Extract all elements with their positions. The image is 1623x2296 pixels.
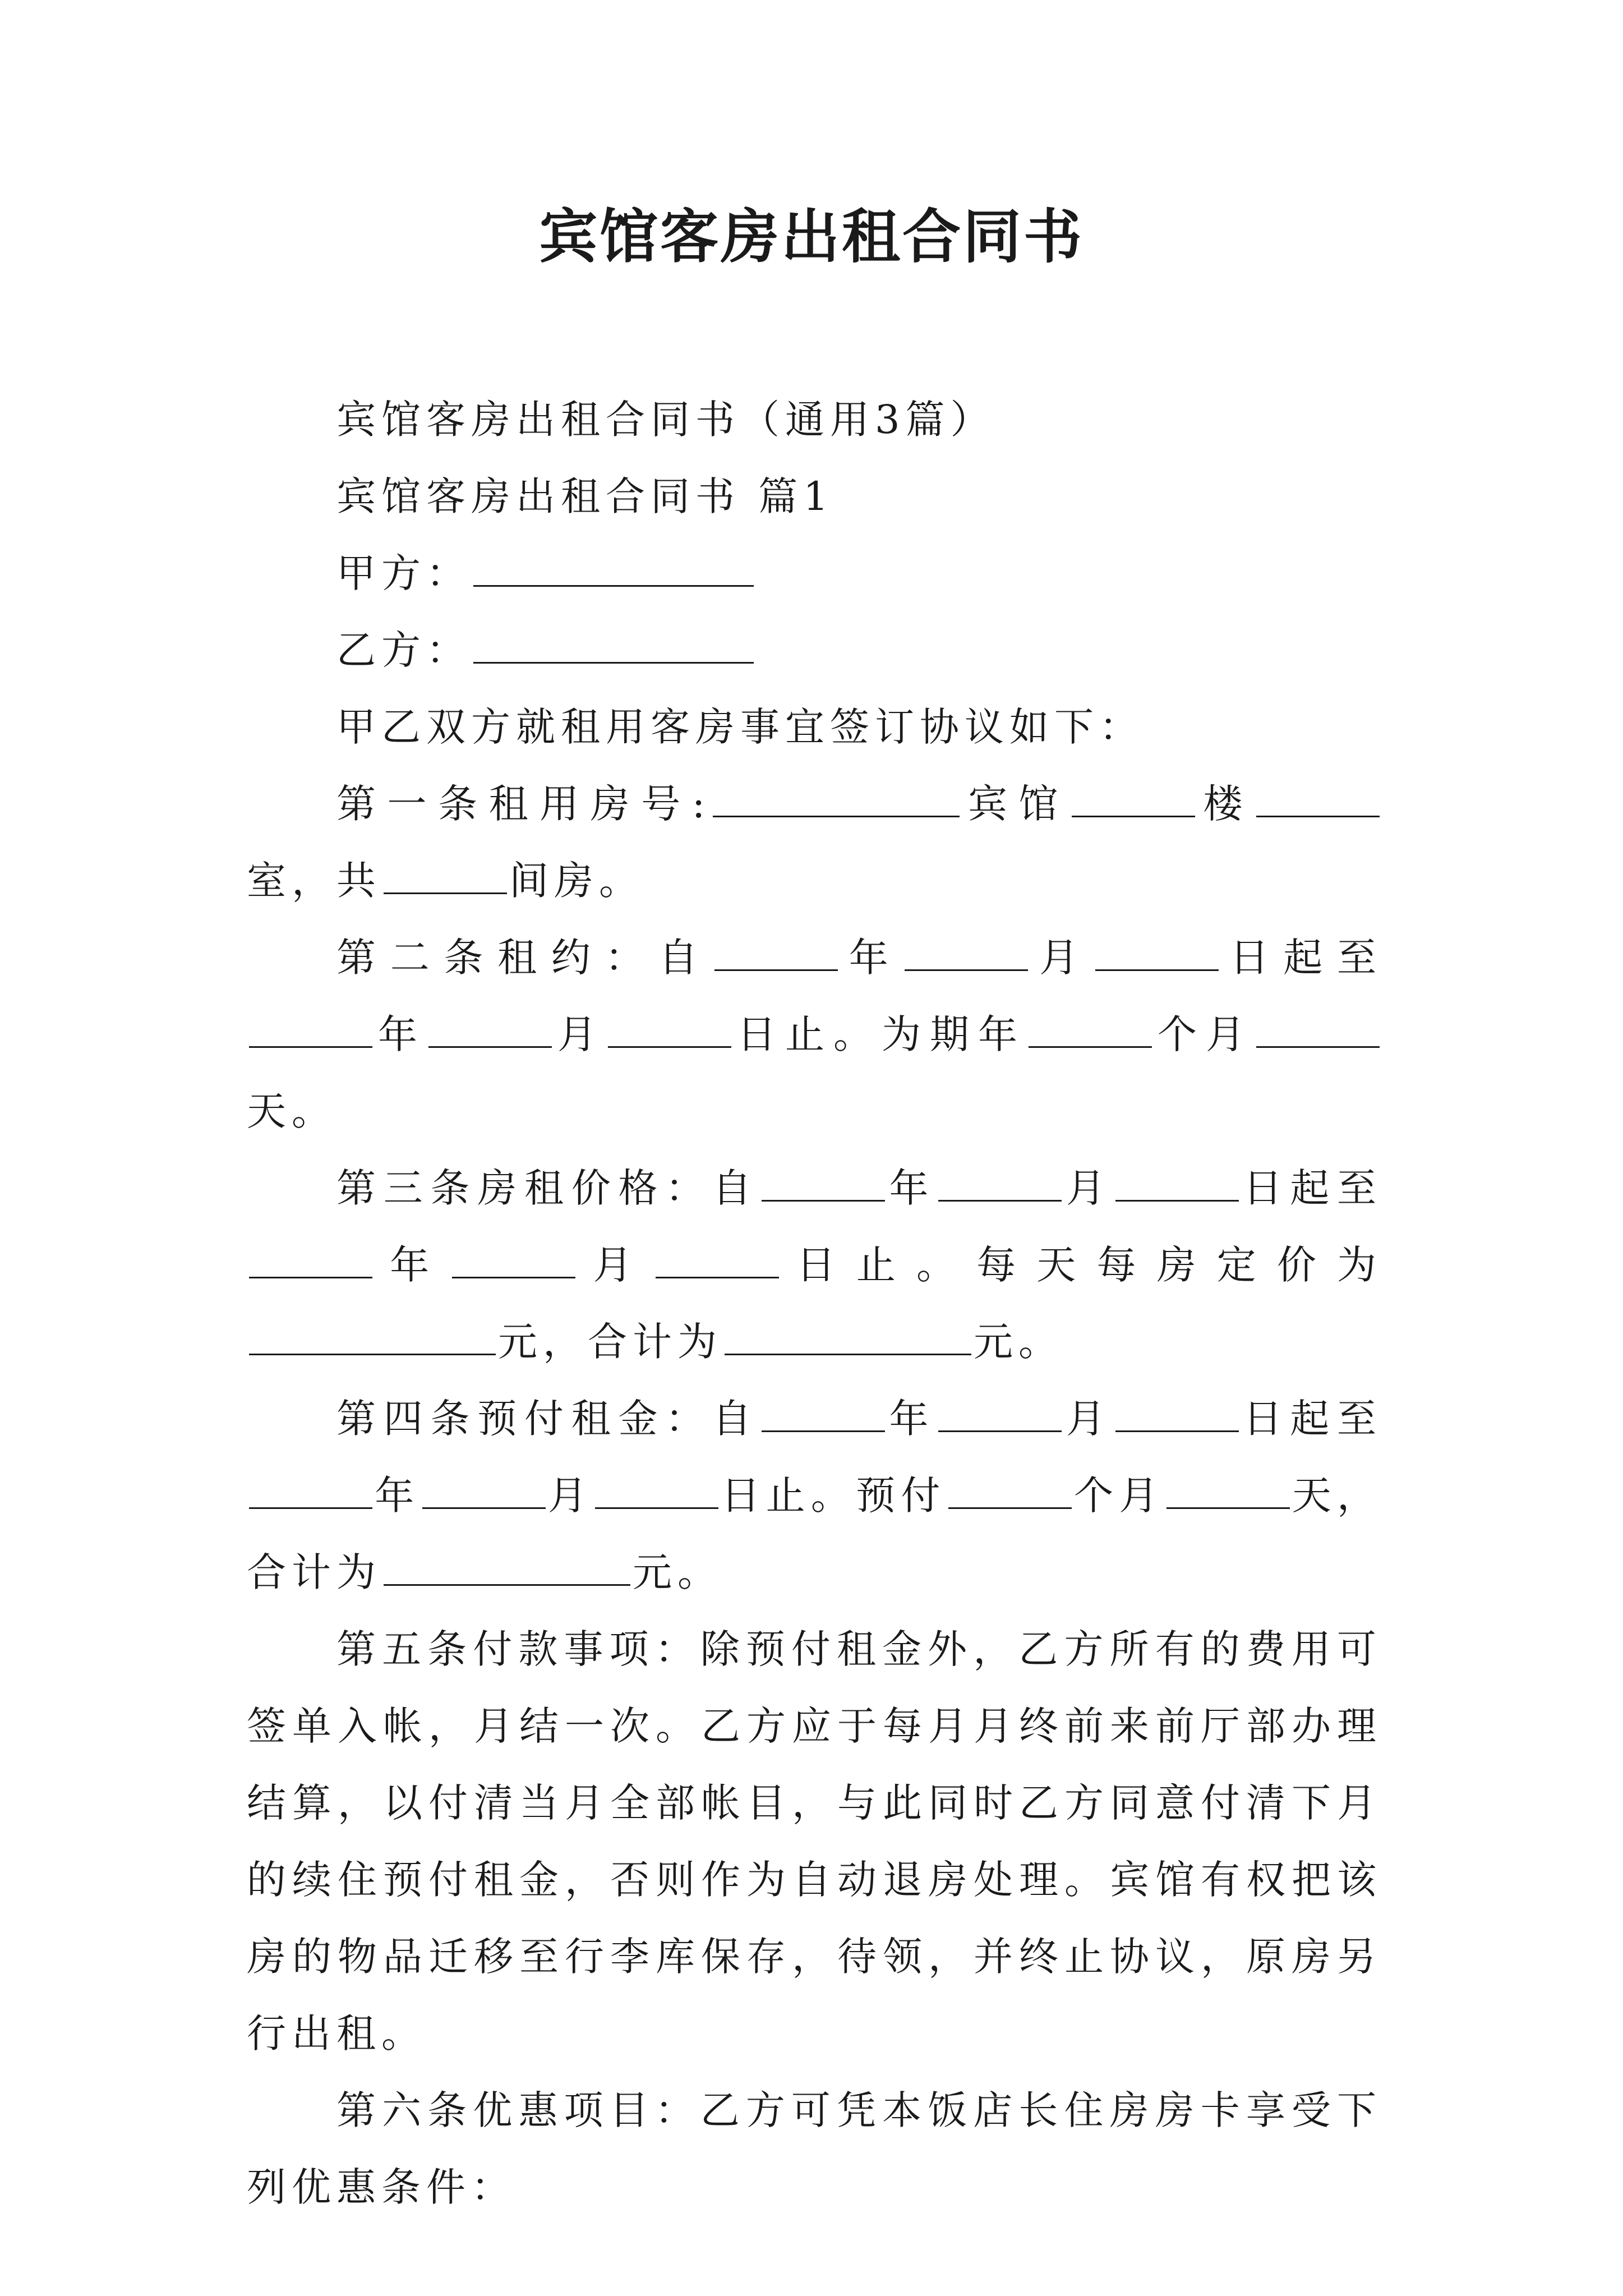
article-2-text: 年 xyxy=(840,935,903,981)
article-5 xyxy=(247,1611,1382,2072)
intro-paragraph xyxy=(247,689,1382,766)
party-a-blank xyxy=(473,553,754,587)
article-4-text: 天，合计为 xyxy=(247,1473,1382,1595)
article-3-text: 元，合计为 xyxy=(498,1319,722,1365)
article-3-text: 元。 xyxy=(974,1319,1063,1365)
article-4-text: 月 xyxy=(1064,1396,1113,1442)
article-3-text: 日起至 xyxy=(1241,1165,1382,1211)
article-4-text: 日止。预付 xyxy=(721,1473,946,1519)
article-1-lead: 第一条租用房号: xyxy=(336,781,711,827)
article-1 xyxy=(247,766,1382,919)
article-4-text: 日起至 xyxy=(1241,1396,1382,1442)
fill-blank xyxy=(1072,783,1195,817)
fill-blank xyxy=(249,1244,372,1278)
party-a-label: 甲方： xyxy=(336,550,471,596)
fill-blank xyxy=(452,1244,575,1278)
article-1-text: 楼 xyxy=(1197,781,1255,827)
document-title: 宾馆客房出租合同书 xyxy=(538,202,1084,271)
party-b-blank xyxy=(473,629,754,664)
fill-blank xyxy=(762,1398,885,1432)
fill-blank xyxy=(938,1167,1062,1202)
fill-blank xyxy=(1166,1475,1290,1509)
fill-blank xyxy=(762,1167,885,1202)
article-4 xyxy=(247,1381,1382,1611)
article-4-text: 个月 xyxy=(1073,1473,1164,1519)
section-heading xyxy=(247,458,1382,535)
party-b-label: 乙方： xyxy=(336,627,471,673)
fill-blank xyxy=(428,1014,552,1048)
article-2-text: 个月 xyxy=(1154,1011,1254,1057)
document-body xyxy=(247,381,1382,2226)
article-3-text: 年 xyxy=(887,1165,937,1211)
fill-blank xyxy=(384,1552,630,1586)
fill-blank xyxy=(1115,1398,1239,1432)
article-2-text: 天。 xyxy=(247,1088,336,1134)
article-2-text: 日止。为期年 xyxy=(734,1011,1026,1057)
article-3-text: 年 xyxy=(375,1242,450,1288)
article-1-text: 宾馆 xyxy=(962,781,1069,827)
article-4-text: 元。 xyxy=(633,1549,722,1595)
article-1-text: 间房。 xyxy=(509,858,644,904)
article-6 xyxy=(247,2072,1382,2226)
fill-blank xyxy=(1095,937,1219,971)
section-heading-text: 宾馆客房出租合同书 篇1 xyxy=(336,473,834,519)
party-a-line xyxy=(247,535,1382,612)
party-b-line xyxy=(247,612,1382,689)
fill-blank xyxy=(948,1475,1072,1509)
subtitle xyxy=(247,381,1382,458)
article-3-text: 日止。每天每房定价为 xyxy=(781,1242,1382,1288)
article-3-text: 月 xyxy=(1064,1165,1113,1211)
fill-blank xyxy=(249,1014,372,1048)
article-2-text: 年 xyxy=(375,1011,426,1057)
fill-blank xyxy=(713,783,960,817)
fill-blank xyxy=(1115,1167,1239,1202)
article-3 xyxy=(247,1150,1382,1381)
fill-blank xyxy=(1256,1014,1380,1048)
fill-blank xyxy=(656,1244,779,1278)
article-5-text: 第五条付款事项：除预付租金外，乙方所有的费用可签单入帐，月结一次。乙方应于每月月终前来前厅部办理结算，以付清当月全部帐目，与此同时乙方同意付清下月的续住预付租金，否则作为自动退房处理。宾馆有权把该房的物品迁移至行李库保存，待领，并终止协议，原房另行出租。 xyxy=(247,1626,1382,2056)
article-2-lead: 第二条租约：自 xyxy=(336,935,712,981)
fill-blank xyxy=(714,937,838,971)
fill-blank xyxy=(938,1398,1062,1432)
article-2-text: 月 xyxy=(554,1011,606,1057)
article-3-text: 月 xyxy=(578,1242,653,1288)
fill-blank xyxy=(905,937,1028,971)
article-1-text: 室，共 xyxy=(247,858,381,904)
intro-text: 甲乙双方就租用客房事宜签订协议如下： xyxy=(336,704,1144,750)
article-4-text: 年 xyxy=(375,1473,420,1519)
fill-blank xyxy=(1256,783,1380,817)
subtitle-text: 宾馆客房出租合同书（通用3篇） xyxy=(336,397,995,443)
article-3-lead: 第三条房租价格：自 xyxy=(336,1165,759,1211)
fill-blank xyxy=(384,860,507,894)
fill-blank xyxy=(595,1475,718,1509)
fill-blank xyxy=(422,1475,546,1509)
article-2-text: 日起至 xyxy=(1220,935,1382,981)
article-4-text: 月 xyxy=(547,1473,593,1519)
fill-blank xyxy=(725,1321,971,1355)
fill-blank xyxy=(249,1475,372,1509)
article-6-text: 第六条优惠项目：乙方可凭本饭店长住房房卡享受下列优惠条件： xyxy=(247,2087,1382,2210)
article-4-text: 年 xyxy=(887,1396,937,1442)
fill-blank xyxy=(249,1321,496,1355)
article-2 xyxy=(247,919,1382,1150)
article-2-text: 月 xyxy=(1030,935,1093,981)
article-4-lead: 第四条预付租金：自 xyxy=(336,1396,759,1442)
fill-blank xyxy=(608,1014,731,1048)
fill-blank xyxy=(1029,1014,1152,1048)
